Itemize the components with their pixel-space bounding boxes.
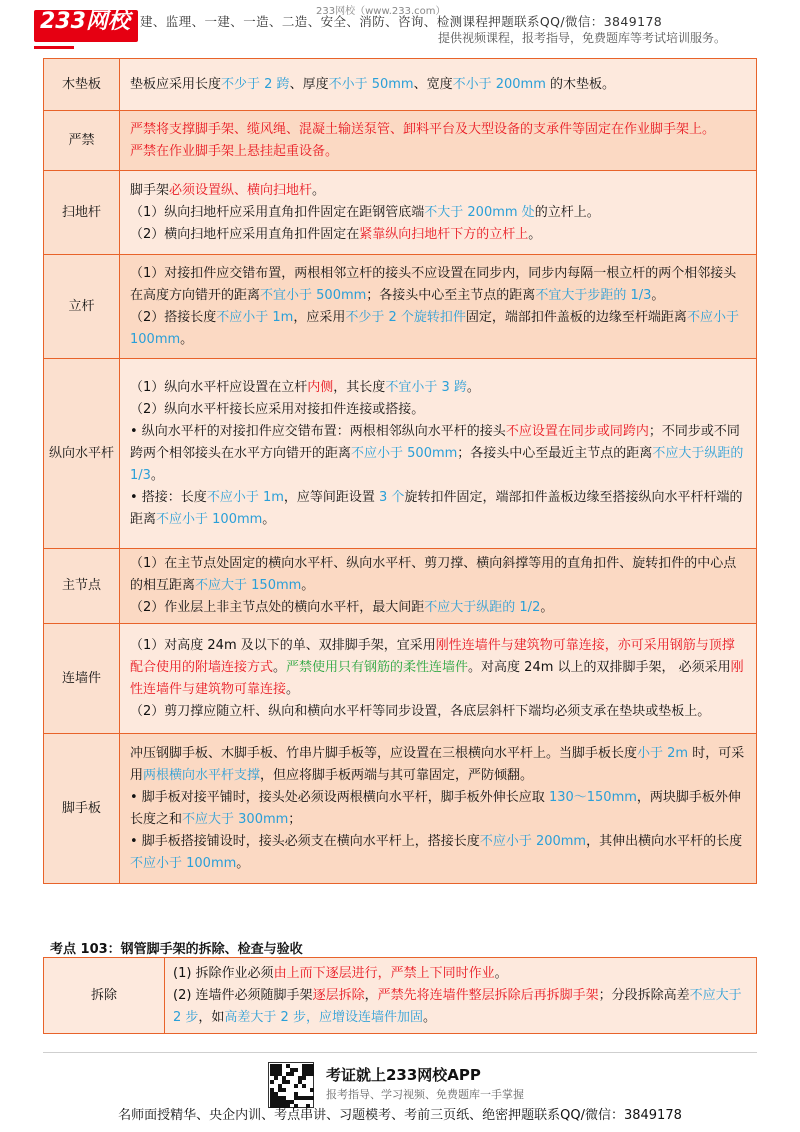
rule-label: 立杆 xyxy=(44,255,120,359)
highlight-text: 不应大于 2 步 xyxy=(173,987,742,1025)
body-text: 固定，端部扣件盖板的边缘至杆端距离 xyxy=(465,309,687,325)
rule-label: 脚手板 xyxy=(44,734,120,884)
qr-cell xyxy=(310,1088,314,1092)
dismantle-row xyxy=(44,958,757,1034)
rule-label: 主节点 xyxy=(44,549,120,624)
rule-label: 连墙件 xyxy=(44,624,120,734)
body-text: ，但应将脚手板两端与其可靠固定，严防倾翻。 xyxy=(260,767,534,783)
body-text: （2）搭接长度 xyxy=(130,309,217,325)
body-text: 。 xyxy=(286,681,300,697)
highlight-text: 不应小于 200mm xyxy=(479,833,587,849)
body-text: ； xyxy=(288,811,302,827)
body-text: ；各接头中心至主节点的距离 xyxy=(366,287,536,303)
header-site-line: 233网校（www.233.com） xyxy=(316,6,446,17)
highlight-text: 严禁将支撑脚手架、缆风绳、混凝土输送泵管、卸料平台及大型设备的支承件等固定在作业脚手架上。 xyxy=(130,121,716,137)
rule-line xyxy=(130,487,746,531)
body-text: ，其伸出横向水平杆的长度 xyxy=(586,833,743,849)
body-text: （1）在主节点处固定的横向水平杆、纵向水平杆、剪刀撑、横向斜撑等用的直角扣件、旋转扣件的中心点的相互距离 xyxy=(130,556,737,593)
body-text: 。 xyxy=(528,226,542,242)
body-text: 的木垫板。 xyxy=(545,76,616,92)
highlight-text: 不小于 50mm xyxy=(328,76,414,92)
rule-row xyxy=(44,171,757,255)
app-promo-title: 考证就上233网校APP xyxy=(326,1066,481,1084)
highlight-text: 高差大于 2 步，应增设连墙件加固 xyxy=(224,1009,423,1025)
highlight-text: 刚性连墙件与建筑物可靠连接 xyxy=(130,659,744,697)
body-text: • 纵向水平杆的对接扣件应交错布置：两根相邻纵向水平杆的接头 xyxy=(130,423,506,439)
rule-row xyxy=(44,734,757,884)
dismantle-content xyxy=(165,958,757,1034)
body-text: 。 xyxy=(301,578,315,593)
body-text: 。 xyxy=(651,287,665,303)
section-title: 考点 103：钢管脚手架的拆除、检查与验收 xyxy=(50,942,303,957)
rule-content xyxy=(120,171,757,255)
body-text: 垫板应采用长度 xyxy=(130,76,222,92)
body-text: ，应采用 xyxy=(293,309,346,325)
dismantle-line xyxy=(173,963,748,985)
body-text: （1）对接扣件应交错布置，两根相邻立杆的接头不应设置在同步内，同步内每隔一根立杆的两个相邻接头在高度方向错开的距离 xyxy=(130,265,737,303)
highlight-text: 不宜大于步距的 1/3 xyxy=(535,287,652,303)
qr-cell xyxy=(282,1088,286,1092)
dismantle-label: 拆除 xyxy=(44,958,165,1034)
highlight-text: 不应大于 150mm xyxy=(195,578,302,593)
rule-line xyxy=(130,399,746,421)
body-text: 。 xyxy=(494,965,508,981)
brand-logo[interactable] xyxy=(34,9,140,56)
header-service-line: 提供视频课程，报考指导，免费题库等考试培训服务。 xyxy=(438,31,727,45)
highlight-text: 逐层拆除 xyxy=(312,987,365,1003)
logo-text: 233网校 xyxy=(40,9,130,34)
rule-line xyxy=(130,74,746,96)
rule-line xyxy=(130,553,746,597)
body-text: 。对高度 24m 以上的双排脚手架， 必须采用 xyxy=(468,659,731,675)
rule-content xyxy=(120,111,757,171)
highlight-text: 不应设置在同步或同跨内 xyxy=(505,423,649,439)
highlight-text: 不应小于 1m xyxy=(206,489,284,505)
rule-label: 严禁 xyxy=(44,111,120,171)
highlight-text: 不应小于 100mm xyxy=(156,511,263,527)
body-text: 脚手架 xyxy=(130,182,170,198)
scaffold-rules-table xyxy=(43,58,757,884)
rule-line xyxy=(130,743,746,787)
qr-cell xyxy=(286,1080,290,1084)
rule-line xyxy=(130,263,746,307)
qr-cell xyxy=(310,1096,314,1100)
rule-row xyxy=(44,624,757,734)
highlight-text: 不小于 200mm xyxy=(452,76,546,92)
rule-line xyxy=(130,180,746,202)
rule-line xyxy=(130,202,746,224)
page-header xyxy=(0,0,800,56)
body-text: (1) 拆除作业必须 xyxy=(173,965,274,981)
rule-row xyxy=(44,359,757,549)
body-text: 。 xyxy=(466,379,480,395)
rule-row xyxy=(44,255,757,359)
rule-line xyxy=(130,831,746,875)
qr-cell xyxy=(310,1072,314,1076)
highlight-text: 小于 2m xyxy=(637,745,689,761)
logo-underline xyxy=(34,46,74,49)
rule-line xyxy=(130,421,746,487)
body-text: （2）横向扫地杆应采用直角扣件固定在 xyxy=(130,226,360,242)
highlight-text: 严禁在作业脚手架上悬挂起重设备。 xyxy=(130,143,339,159)
body-text: （1）纵向扫地杆应采用直角扣件固定在距钢管底端 xyxy=(130,204,425,220)
body-text: 。 xyxy=(422,1009,436,1025)
rule-line xyxy=(130,141,746,163)
highlight-text: 不少于 2 个旋转扣件 xyxy=(345,309,466,325)
highlight-text: 不宜小于 3 跨 xyxy=(385,379,467,395)
qr-cell xyxy=(290,1072,294,1076)
highlight-text: 严禁先将连墙件整层拆除后再拆脚手架 xyxy=(377,987,599,1003)
highlight-text: 不应大于纵距的 1/2 xyxy=(424,600,541,615)
highlight-text: 不应大于 300mm xyxy=(182,811,289,827)
rule-line xyxy=(130,224,746,246)
rule-row xyxy=(44,111,757,171)
highlight-text: 3 个 xyxy=(379,489,405,505)
rule-line xyxy=(130,701,746,723)
body-text: 。 xyxy=(262,511,276,527)
highlight-text: 不应小于 100mm xyxy=(130,855,237,871)
header-exam-line: 建、监理、一建、一造、二造、安全、消防、咨询、检测课程押题联系QQ/微信：3849178 xyxy=(140,14,663,29)
qr-code-icon[interactable] xyxy=(268,1062,314,1108)
body-text: 时，可采用 xyxy=(130,745,745,783)
qr-cell xyxy=(294,1068,298,1072)
rule-content xyxy=(120,255,757,359)
body-text: ；分段拆除高差 xyxy=(598,987,690,1003)
rule-line xyxy=(130,787,746,831)
rule-line xyxy=(130,377,746,399)
body-text: ， xyxy=(364,987,378,1003)
highlight-text: 两根横向水平杆支撑 xyxy=(143,767,261,783)
highlight-text: 130～150mm xyxy=(548,789,637,805)
highlight-text: 内侧 xyxy=(307,379,334,395)
body-text: 。 xyxy=(236,855,250,871)
body-text: • 脚手板搭接铺设时，接头必须支在横向水平杆上，搭接长度 xyxy=(130,833,480,849)
rule-line xyxy=(130,635,746,701)
highlight-text: 不应小于 500mm xyxy=(351,445,458,461)
body-text: 冲压钢脚手板、木脚手板、竹串片脚手板等，应设置在三根横向水平杆上。当脚手板长度 xyxy=(130,745,638,761)
body-text: 。 xyxy=(312,182,326,198)
qr-cell xyxy=(274,1076,278,1080)
rule-label: 木垫板 xyxy=(44,59,120,111)
highlight-text: 不应小于 100mm xyxy=(130,309,739,347)
body-text: (2) 连墙件必须随脚手架 xyxy=(173,987,313,1003)
highlight-text: 不大于 200mm 处 xyxy=(424,204,535,220)
highlight-text: 不少于 2 跨 xyxy=(221,76,290,92)
body-text: （2）纵向水平杆接长应采用对接扣件连接或搭接。 xyxy=(130,401,425,417)
body-text: 。 xyxy=(540,600,554,615)
rule-label: 扫地杆 xyxy=(44,171,120,255)
highlight-text: 由上而下逐层进行，严禁上下同时作业 xyxy=(273,965,495,981)
rule-content xyxy=(120,624,757,734)
body-text: 。 xyxy=(273,659,287,675)
body-text: 旋转扣件固定，端部扣件盖板边缘至搭接纵向水平杆杆端的距离 xyxy=(130,489,743,527)
logo-url: www.233.com xyxy=(76,47,140,56)
body-text: 。 xyxy=(180,331,194,347)
highlight-text: 不宜小于 500mm xyxy=(260,287,367,303)
body-text: （1）纵向水平杆应设置在立杆 xyxy=(130,379,308,395)
body-text: • 搭接：长度 xyxy=(130,489,207,505)
body-text: （1）对高度 24m 及以下的单、双排脚手架，宜采用 xyxy=(130,637,436,653)
highlight-text: 必须设置纵、横向扫地杆 xyxy=(169,182,313,198)
rule-label: 纵向水平杆 xyxy=(44,359,120,549)
rule-line xyxy=(130,119,746,141)
rule-line xyxy=(130,597,746,619)
rule-row xyxy=(44,549,757,624)
highlight-text: 刚性连墙件与建筑物可靠连接，亦可采用钢筋与顶撑配合使用的附墙连接方式 xyxy=(130,637,735,675)
body-text: （2）作业层上非主节点处的横向水平杆，最大间距 xyxy=(130,600,425,615)
dismantle-line xyxy=(173,985,748,1029)
highlight-text: 严禁使用只有钢筋的柔性连墙件 xyxy=(286,659,469,675)
qr-cell xyxy=(294,1084,298,1088)
rule-content xyxy=(120,549,757,624)
body-text: （2）剪刀撑应随立杆、纵向和横向水平杆等同步设置，各底层斜杆下端均必须支承在垫块或垫板上。 xyxy=(130,703,711,719)
body-text: 。 xyxy=(150,467,164,483)
rule-content xyxy=(120,59,757,111)
body-text: 、宽度 xyxy=(413,76,453,92)
body-text: 、厚度 xyxy=(289,76,329,92)
qr-cell xyxy=(302,1076,306,1080)
body-text: ，两块脚手板外伸长度之和 xyxy=(130,789,741,827)
rule-line xyxy=(130,307,746,351)
highlight-text: 不应大于纵距的 1/3 xyxy=(130,445,744,483)
body-text: • 脚手板对接平铺时，接头处必须设两根横向水平杆，脚手板外伸长应取 xyxy=(130,789,549,805)
qr-cell xyxy=(302,1084,306,1088)
rule-content xyxy=(120,734,757,884)
footer-divider xyxy=(43,1052,757,1053)
rule-content xyxy=(120,359,757,549)
highlight-text: 不应小于 1m xyxy=(216,309,294,325)
qr-cell xyxy=(270,1080,274,1084)
body-text: ，如 xyxy=(198,1009,225,1025)
app-promo-subtitle: 报考指导、学习视频、免费题库一手掌握 xyxy=(326,1088,524,1101)
dismantle-rules-table xyxy=(43,957,757,1034)
body-text: 的立杆上。 xyxy=(534,204,600,220)
rule-row xyxy=(44,59,757,111)
body-text: ，其长度 xyxy=(333,379,386,395)
highlight-text: 紧靠纵向扫地杆下方的立杆上 xyxy=(359,226,529,242)
body-text: ，应等间距设置 xyxy=(283,489,380,505)
body-text: ；不同步或不同跨两个相邻接头在水平方向错开的距离 xyxy=(130,423,740,461)
footer-contact-line: 名师面授精华、央企内训、考点串讲、习题模考、考前三页纸、绝密押题联系QQ/微信：3849178 xyxy=(118,1108,682,1123)
body-text: ；各接头中心至最近主节点的距离 xyxy=(457,445,653,461)
